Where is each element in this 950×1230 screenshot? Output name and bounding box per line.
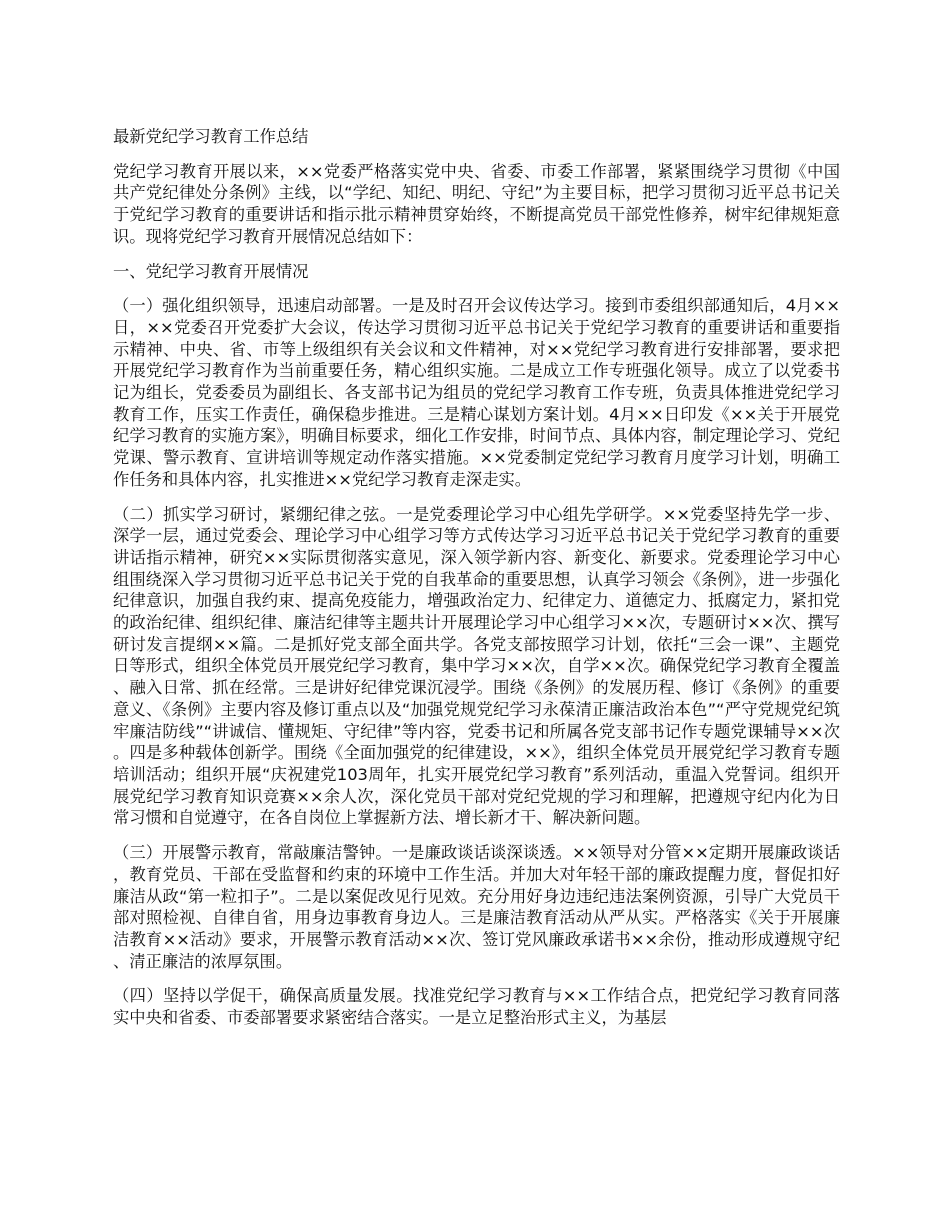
paragraph-3: （三）开展警示教育，常敲廉洁警钟。一是廉政谈话谈深谈透。××领导对分管××定期开展廉政谈话，教育党员、干部在受监督和约束的环境中工作生活。并加大对年轻干部的廉政提醒力度，督促扣好廉洁从政“第一粒扣子”。二是以案促改见行见效。充分用好身边违纪违法案例资源，引导广大党员干部对照检视、自律自省，用身边事教育身边人。三是廉洁教育活动从严从实。严格落实《关于开展廉洁教育××活动》要求，开展警示教育活动××次、签订党风廉政承诺书××余份，推动形成遵规守纪、清正廉洁的浓厚氛围。: [113, 843, 840, 971]
document-title: 最新党纪学习教育工作总结: [113, 127, 309, 146]
document-body: [113, 126, 840, 1042]
paragraph-1: （一）强化组织领导，迅速启动部署。一是及时召开会议传达学习。接到市委组织部通知后，4月××日，××党委召开党委扩大会议，传达学习贯彻习近平总书记关于党纪学习教育的重要讲话和重要指示精神、中央、省、市等上级组织有关会议和文件精神，对××党纪学习教育进行安排部署，要求把开展党纪学习教育作为当前重要任务，精心组织实施。二是成立工作专班强化领导。成立了以党委书记为组长，党委委员为副组长、各支部书记为组员的党纪学习教育工作专班，负责具体推进党纪学习教育工作，压实工作责任，确保稳步推进。三是精心谋划方案计划。4月××日印发《××关于开展党纪学习教育的实施方案》，明确目标要求，细化工作安排，时间节点、具体内容，制定理论学习、党纪党课、警示教育、宣讲培训等规定动作落实措施。××党委制定党纪学习教育月度学习计划，明确工作任务和具体内容，扎实推进××党纪学习教育走深走实。: [113, 296, 840, 489]
paragraph-4: （四）坚持以学促干，确保高质量发展。找准党纪学习教育与××工作结合点，把党纪学习教育同落实中央和省委、市委部署要求紧密结合落实。一是立足整治形式主义，为基层: [113, 986, 840, 1028]
intro-paragraph: 党纪学习教育开展以来，××党委严格落实党中央、省委、市委工作部署，紧紧围绕学习贯彻《中国共产党纪律处分条例》主线，以“学纪、知纪、明纪、守纪”为主要目标，把学习贯彻习近平总书记关于党纪学习教育的重要讲话和指示批示精神贯穿始终，不断提高党员干部党性修养，树牢纪律规矩意识。现将党纪学习教育开展情况总结如下：: [113, 161, 840, 246]
section-heading-1: 一、党纪学习教育开展情况: [113, 261, 309, 281]
paragraph-2: （二）抓实学习研讨，紧绷纪律之弦。一是党委理论学习中心组先学研学。××党委坚持先学一步、深学一层，通过党委会、理论学习中心组学习等方式传达学习习近平总书记关于党纪学习教育的重要讲话指示精神，研究××实际贯彻落实意见，深入领学新内容、新变化、新要求。党委理论学习中心组围绕深入学习贯彻习近平总书记关于党的自我革命的重要思想，认真学习领会《条例》，进一步强化纪律意识，加强自我约束、提高免疫能力，增强政治定力、纪律定力、道德定力、抵腐定力，紧扣党的政治纪律、组织纪律、廉洁纪律等主题共计开展理论学习中心组学习××次，专题研讨××次、撰写研讨发言提纲××篇。二是抓好党支部全面共学。各党支部按照学习计划，依托“三会一课”、主题党日等形式，组织全体党员开展党纪学习教育，集中学习××次，自学××次。确保党纪学习教育全覆盖、融入日常、抓在经常。三是讲好纪律党课沉浸学。围绕《条例》的发展历程、修订《条例》的重要意义、《条例》主要内容及修订重点以及“加强党规党纪学习永葆清正廉洁政治本色”“严守党规党纪筑牢廉洁防线”“讲诚信、懂规矩、守纪律”等内容，党委书记和所属各党支部书记作专题党课辅导××次。四是多种载体创新学。围绕《全面加强党的纪律建设，××》，组织全体党员开展党纪学习教育专题培训活动；组织开展“庆祝建党103周年，扎实开展党纪学习教育”系列活动，重温入党誓词。组织开展党纪学习教育知识竞赛××余人次，深化党员干部对党纪党规的学习和理解，把遵规守纪内化为日常习惯和自觉遵守，在各自岗位上掌握新方法、增长新才干、解决新问题。: [113, 504, 840, 828]
